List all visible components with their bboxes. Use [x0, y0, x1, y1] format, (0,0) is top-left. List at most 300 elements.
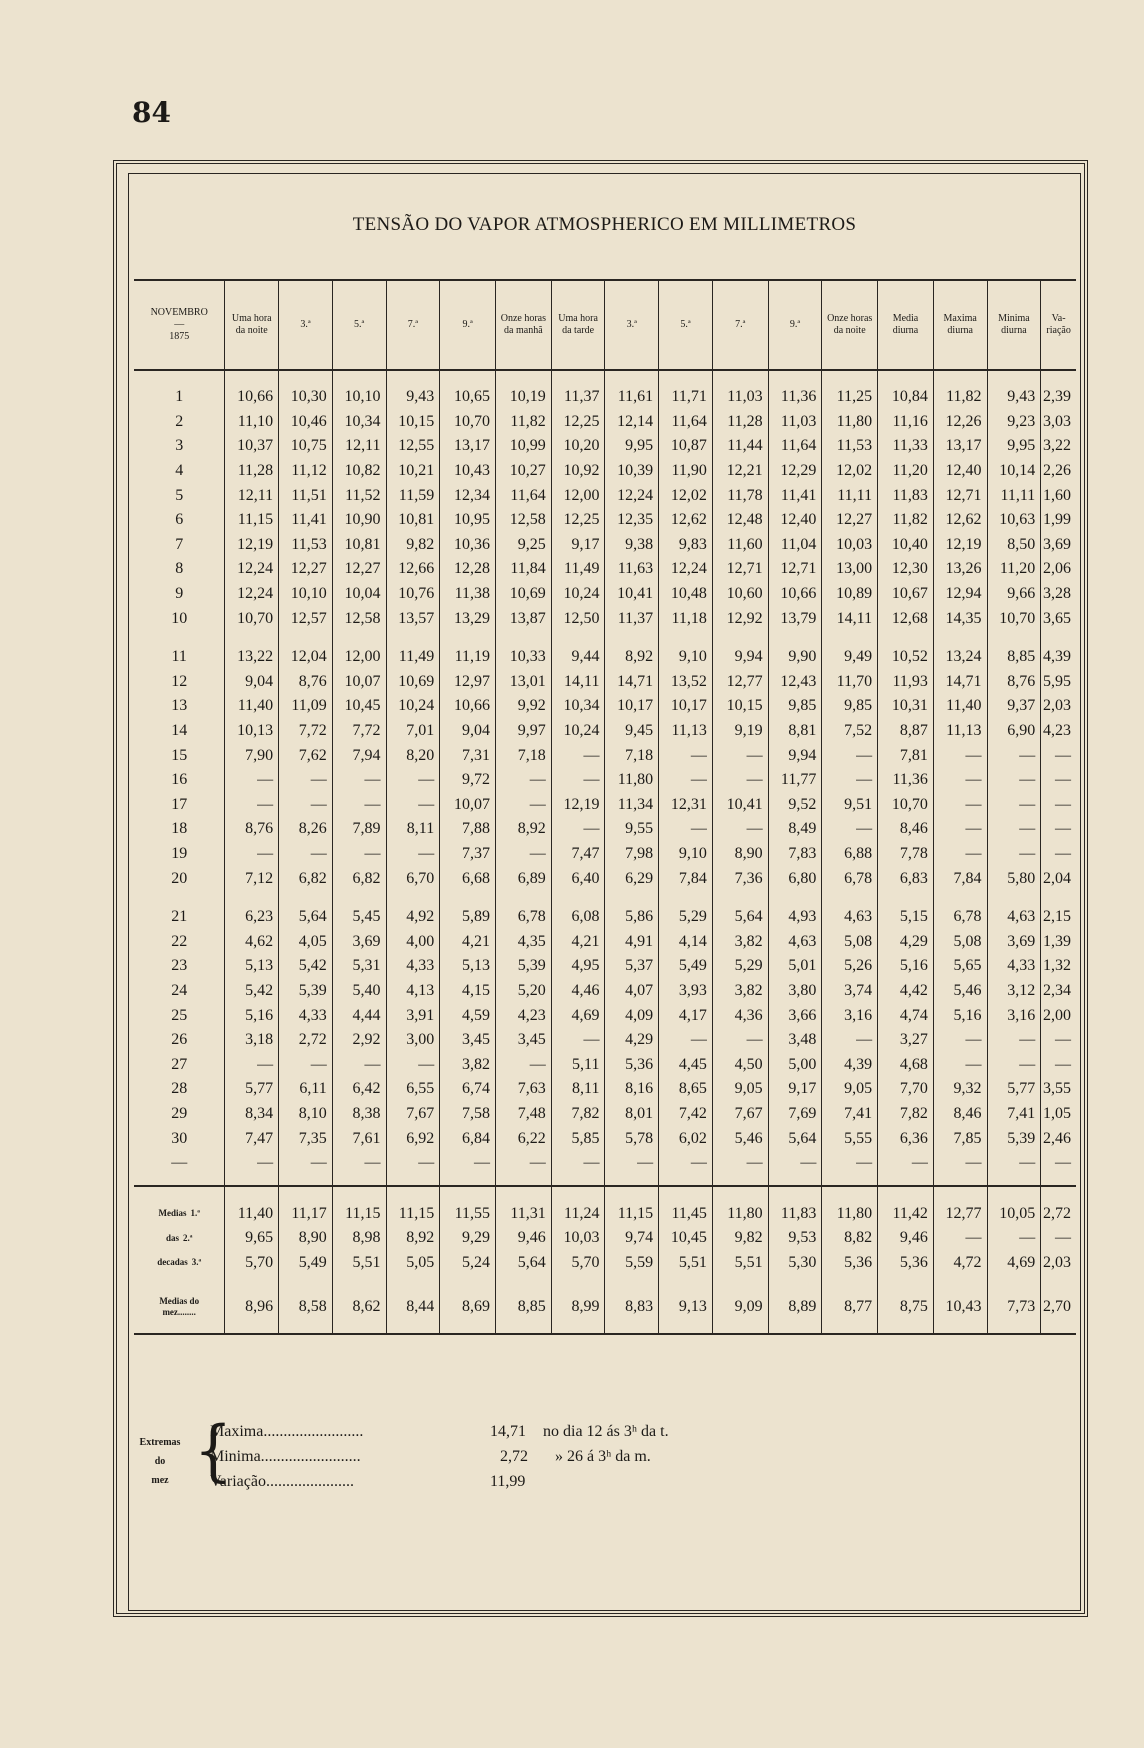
value-cell: 3,00 [386, 1028, 440, 1053]
value-cell: — [551, 743, 605, 768]
value-cell: 9,74 [605, 1226, 659, 1251]
column-header: Uma hora da tarde [551, 280, 605, 370]
value-cell: 10,70 [440, 410, 496, 435]
value-cell: 9,46 [878, 1226, 934, 1251]
value-cell: 6,82 [332, 866, 386, 891]
value-cell: 7,48 [495, 1102, 551, 1127]
page-number: 84 [132, 96, 171, 129]
value-cell: — [987, 793, 1041, 818]
spacer-cell [440, 1325, 496, 1334]
value-cell: 8,16 [605, 1077, 659, 1102]
value-cell: 8,69 [440, 1289, 496, 1325]
value-cell: 6,36 [878, 1126, 934, 1151]
value-cell: 11,20 [878, 459, 934, 484]
value-cell: 11,51 [279, 483, 333, 508]
value-cell: 5,80 [987, 866, 1041, 891]
table-row [134, 743, 1076, 768]
spacer-cell [878, 891, 934, 905]
column-header: Minima diurna [987, 280, 1041, 370]
value-cell: 6,11 [279, 1077, 333, 1102]
value-cell: 4,15 [440, 979, 496, 1004]
value-cell: — [659, 768, 713, 793]
day-cell: 28 [171, 1080, 188, 1098]
spacer-cell [551, 631, 605, 645]
value-cell: 11,52 [332, 483, 386, 508]
spacer-cell [279, 631, 333, 645]
spacer-cell [1041, 891, 1076, 905]
day-cell: 6 [175, 511, 184, 529]
value-cell: 11,49 [386, 645, 440, 670]
spacer-cell [279, 1325, 333, 1334]
value-cell: 7,35 [279, 1126, 333, 1151]
value-cell: — [1041, 842, 1076, 867]
value-cell: 12,26 [933, 410, 987, 435]
value-cell: 6,83 [878, 866, 934, 891]
spacer-cell [495, 891, 551, 905]
value-cell: 1,32 [1041, 954, 1076, 979]
value-cell: 5,89 [440, 905, 496, 930]
value-cell: 10,81 [386, 508, 440, 533]
day-cell: 1 [175, 388, 184, 406]
value-cell: — [987, 817, 1041, 842]
value-cell: 11,25 [822, 385, 878, 410]
value-cell: 2,39 [1041, 385, 1076, 410]
value-cell: 5,78 [605, 1126, 659, 1151]
value-cell: 5,37 [605, 954, 659, 979]
spacer-cell [134, 1275, 225, 1289]
value-cell: 6,22 [495, 1126, 551, 1151]
decade-index: 2.ª [182, 1232, 193, 1243]
spacer-cell [332, 631, 386, 645]
value-cell: 3,28 [1041, 582, 1076, 607]
value-cell: 8,87 [878, 719, 934, 744]
value-cell: 9,46 [495, 1226, 551, 1251]
spacer-cell [279, 1175, 333, 1186]
value-cell: 8,90 [279, 1226, 333, 1251]
value-cell: 9,13 [659, 1289, 713, 1325]
value-cell: 5,49 [659, 954, 713, 979]
value-cell: 5,13 [440, 954, 496, 979]
value-cell: 9,85 [822, 694, 878, 719]
value-cell: 10,15 [386, 410, 440, 435]
value-cell: — [987, 768, 1041, 793]
value-cell: 13,79 [768, 606, 822, 631]
value-cell: 11,17 [279, 1201, 333, 1226]
value-cell: — [933, 743, 987, 768]
spacer-cell [712, 1186, 768, 1201]
value-cell: 7,83 [768, 842, 822, 867]
value-cell: 13,01 [495, 670, 551, 695]
medias-label-word: Medias [158, 1208, 187, 1219]
spacer-row [134, 1175, 1076, 1186]
value-cell: 8,26 [279, 817, 333, 842]
table-row [134, 385, 1076, 410]
value-cell: 10,48 [659, 582, 713, 607]
spacer-cell [225, 1275, 279, 1289]
value-cell: 5,05 [386, 1251, 440, 1276]
value-cell: 12,25 [551, 508, 605, 533]
spacer-cell [605, 891, 659, 905]
day-cell: 21 [171, 908, 188, 926]
spacer-cell [933, 1175, 987, 1186]
spacer-cell [332, 891, 386, 905]
value-cell: — [933, 793, 987, 818]
value-cell: 7,90 [225, 743, 279, 768]
spacer-cell [933, 891, 987, 905]
value-cell: 7,78 [878, 842, 934, 867]
value-cell: — [386, 1052, 440, 1077]
value-cell: 13,26 [933, 557, 987, 582]
value-cell: 11,80 [822, 410, 878, 435]
value-cell: 11,28 [225, 459, 279, 484]
spacer-cell [386, 1186, 440, 1201]
value-cell: 12,27 [279, 557, 333, 582]
day-cell: — [171, 1154, 188, 1172]
value-cell: 10,37 [225, 434, 279, 459]
value-cell: 9,82 [712, 1226, 768, 1251]
value-cell: 6,70 [386, 866, 440, 891]
extreme-note: no dia 12 ás 3ʰ da t. [543, 1423, 669, 1440]
spacer-cell [712, 891, 768, 905]
value-cell: 14,11 [551, 670, 605, 695]
value-cell: 11,82 [495, 410, 551, 435]
value-cell: — [822, 768, 878, 793]
value-cell: 9,82 [386, 533, 440, 558]
spacer-cell [134, 891, 225, 905]
spacer-cell [225, 631, 279, 645]
value-cell: 13,29 [440, 606, 496, 631]
value-cell: 10,66 [225, 385, 279, 410]
value-cell: 8,76 [225, 817, 279, 842]
value-cell: — [1041, 743, 1076, 768]
extreme-name: Variação...................... [210, 1473, 354, 1490]
value-cell: 8,20 [386, 743, 440, 768]
decade-index: 3.ª [191, 1257, 202, 1268]
value-cell: 5,64 [712, 905, 768, 930]
spacer-cell [878, 370, 934, 385]
spacer-cell [822, 631, 878, 645]
spacer-row [134, 1275, 1076, 1289]
value-cell: 11,15 [605, 1201, 659, 1226]
value-cell: — [768, 1151, 822, 1176]
value-cell: 12,24 [225, 582, 279, 607]
value-cell: 9,83 [659, 533, 713, 558]
spacer-cell [386, 370, 440, 385]
value-cell: 4,14 [659, 929, 713, 954]
value-cell: 12,31 [659, 793, 713, 818]
value-cell: 9,38 [605, 533, 659, 558]
value-cell: 7,41 [822, 1102, 878, 1127]
decade-index: 1.ª [190, 1208, 200, 1219]
spacer-cell [605, 1175, 659, 1186]
value-cell: 14,71 [605, 670, 659, 695]
day-cell: 10 [171, 609, 188, 627]
value-cell: 10,76 [386, 582, 440, 607]
value-cell: 10,36 [440, 533, 496, 558]
value-cell: — [225, 1151, 279, 1176]
value-cell: 12,57 [279, 606, 333, 631]
value-cell: 12,19 [933, 533, 987, 558]
value-cell: 7,12 [225, 866, 279, 891]
spacer-cell [768, 1325, 822, 1334]
table-row [134, 459, 1076, 484]
spacer-cell [440, 370, 496, 385]
spacer-cell [822, 1175, 878, 1186]
value-cell: 4,63 [822, 905, 878, 930]
value-cell: 7,82 [878, 1102, 934, 1127]
value-cell: 5,65 [933, 954, 987, 979]
day-cell: 8 [175, 560, 184, 578]
value-cell: 9,37 [987, 694, 1041, 719]
value-cell: — [279, 793, 333, 818]
value-cell: 7,82 [551, 1102, 605, 1127]
value-cell: 6,74 [440, 1077, 496, 1102]
value-cell: 12,00 [551, 483, 605, 508]
value-cell: 7,67 [386, 1102, 440, 1127]
value-cell: 7,81 [878, 743, 934, 768]
spacer-cell [386, 631, 440, 645]
spacer-cell [225, 370, 279, 385]
day-cell: 3 [175, 437, 184, 455]
value-cell: 5,26 [822, 954, 878, 979]
spacer-cell [551, 1275, 605, 1289]
spacer-cell [440, 1175, 496, 1186]
value-cell: 2,15 [1041, 905, 1076, 930]
value-cell: 11,41 [768, 483, 822, 508]
value-cell: 6,78 [933, 905, 987, 930]
value-cell: 5,29 [712, 954, 768, 979]
value-cell: 9,52 [768, 793, 822, 818]
value-cell: — [987, 743, 1041, 768]
value-cell: 7,72 [279, 719, 333, 744]
value-cell: 6,02 [659, 1126, 713, 1151]
value-cell: — [386, 842, 440, 867]
value-cell: 11,53 [822, 434, 878, 459]
value-cell: 9,66 [987, 582, 1041, 607]
value-cell: 11,41 [279, 508, 333, 533]
value-cell: 4,13 [386, 979, 440, 1004]
spacer-cell [279, 370, 333, 385]
value-cell: 7,94 [332, 743, 386, 768]
value-cell: 5,16 [878, 954, 934, 979]
value-cell: 12,00 [332, 645, 386, 670]
spacer-cell [987, 891, 1041, 905]
value-cell: 11,04 [768, 533, 822, 558]
value-cell: — [659, 1151, 713, 1176]
value-cell: 4,21 [551, 929, 605, 954]
table-row [134, 694, 1076, 719]
value-cell: 11,24 [551, 1201, 605, 1226]
spacer-cell [768, 1275, 822, 1289]
value-cell: 5,85 [551, 1126, 605, 1151]
value-cell: 12,25 [551, 410, 605, 435]
value-cell: 8,96 [225, 1289, 279, 1325]
value-cell: — [712, 817, 768, 842]
column-header: 7.ª [712, 280, 768, 370]
column-header: 5.ª [332, 280, 386, 370]
value-cell: 6,78 [822, 866, 878, 891]
value-cell: 10,63 [987, 508, 1041, 533]
column-header: 9.ª [440, 280, 496, 370]
value-cell: 12,77 [712, 670, 768, 695]
value-cell: 5,59 [605, 1251, 659, 1276]
value-cell: 6,82 [279, 866, 333, 891]
value-cell: — [495, 1151, 551, 1176]
value-cell: 12,77 [933, 1201, 987, 1226]
value-cell: 4,39 [822, 1052, 878, 1077]
value-cell: 9,43 [386, 385, 440, 410]
value-cell: 12,14 [605, 410, 659, 435]
value-cell: 11,09 [279, 694, 333, 719]
table-row [134, 606, 1076, 631]
value-cell: 3,45 [440, 1028, 496, 1053]
value-cell: 3,74 [822, 979, 878, 1004]
value-cell: — [386, 793, 440, 818]
table-row [134, 670, 1076, 695]
value-cell: 4,09 [605, 1003, 659, 1028]
table-row [134, 1028, 1076, 1053]
spacer-cell [878, 1186, 934, 1201]
value-cell: 4,63 [768, 929, 822, 954]
spacer-cell [1041, 370, 1076, 385]
day-cell: 16 [171, 771, 188, 789]
value-cell: 10,66 [440, 694, 496, 719]
value-cell: 7,36 [712, 866, 768, 891]
day-cell: 9 [175, 585, 184, 603]
value-cell: 9,44 [551, 645, 605, 670]
value-cell: 11,31 [495, 1201, 551, 1226]
table-row [134, 954, 1076, 979]
value-cell: 13,87 [495, 606, 551, 631]
value-cell: 8,76 [279, 670, 333, 695]
value-cell: 11,15 [225, 508, 279, 533]
value-cell: 3,55 [1041, 1077, 1076, 1102]
spacer-cell [933, 631, 987, 645]
value-cell: 4,35 [495, 929, 551, 954]
value-cell: 12,04 [279, 645, 333, 670]
spacer-cell [440, 891, 496, 905]
spacer-cell [822, 1275, 878, 1289]
value-cell: 2,06 [1041, 557, 1076, 582]
spacer-cell [987, 1186, 1041, 1201]
value-cell: 10,92 [551, 459, 605, 484]
table-row [134, 1126, 1076, 1151]
value-cell: 5,39 [279, 979, 333, 1004]
value-cell: 7,18 [495, 743, 551, 768]
value-cell: 8,77 [822, 1289, 878, 1325]
value-cell: 8,01 [605, 1102, 659, 1127]
value-cell: 5,46 [933, 979, 987, 1004]
value-cell: 3,22 [1041, 434, 1076, 459]
value-cell: 5,31 [332, 954, 386, 979]
extreme-value: 2,72 [500, 1448, 528, 1465]
value-cell: 12,19 [225, 533, 279, 558]
value-cell: 5,64 [279, 905, 333, 930]
spacer-cell [551, 1186, 605, 1201]
spacer-cell [495, 1275, 551, 1289]
value-cell: 12,34 [440, 483, 496, 508]
value-cell: — [712, 1028, 768, 1053]
value-cell: — [1041, 1151, 1076, 1176]
value-cell: 10,24 [386, 694, 440, 719]
value-cell: 10,69 [495, 582, 551, 607]
day-cell: 12 [171, 672, 188, 690]
value-cell: — [659, 1028, 713, 1053]
value-cell: 13,22 [225, 645, 279, 670]
value-cell: 11,37 [605, 606, 659, 631]
value-cell: 6,78 [495, 905, 551, 930]
value-cell: 9,23 [987, 410, 1041, 435]
value-cell: 10,34 [332, 410, 386, 435]
spacer-cell [551, 1325, 605, 1334]
value-cell: 9,25 [495, 533, 551, 558]
spacer-cell [332, 370, 386, 385]
value-cell: 10,45 [659, 1226, 713, 1251]
value-cell: 10,15 [712, 694, 768, 719]
spacer-cell [440, 631, 496, 645]
value-cell: 5,40 [332, 979, 386, 1004]
spacer-cell [712, 1325, 768, 1334]
value-cell: 9,94 [712, 645, 768, 670]
spacer-cell [279, 891, 333, 905]
value-cell: 13,00 [822, 557, 878, 582]
value-cell: 4,68 [878, 1052, 934, 1077]
value-cell: 4,50 [712, 1052, 768, 1077]
extremes-brace: { [194, 1412, 233, 1490]
value-cell: 8,58 [279, 1289, 333, 1325]
value-cell: 11,10 [225, 410, 279, 435]
table-row [134, 645, 1076, 670]
value-cell: 9,97 [495, 719, 551, 744]
value-cell: 10,41 [712, 793, 768, 818]
spacer-cell [659, 1275, 713, 1289]
value-cell: 11,20 [987, 557, 1041, 582]
extremes-label-line: Extremas [139, 1437, 181, 1448]
value-cell: 11,40 [225, 1201, 279, 1226]
spacer-cell [933, 1186, 987, 1201]
spacer-cell [332, 1175, 386, 1186]
value-cell: 5,95 [1041, 670, 1076, 695]
value-cell: — [659, 743, 713, 768]
value-cell: 2,26 [1041, 459, 1076, 484]
value-cell: 8,75 [878, 1289, 934, 1325]
table-row [134, 817, 1076, 842]
value-cell: 8,85 [495, 1289, 551, 1325]
value-cell: 7,47 [551, 842, 605, 867]
value-cell: 2,72 [1041, 1201, 1076, 1226]
value-cell: — [386, 1151, 440, 1176]
value-cell: 12,62 [933, 508, 987, 533]
value-cell: 10,82 [332, 459, 386, 484]
value-cell: 10,05 [987, 1201, 1041, 1226]
spacer-cell [987, 631, 1041, 645]
value-cell: 10,70 [987, 606, 1041, 631]
value-cell: 8,62 [332, 1289, 386, 1325]
value-cell: 9,85 [768, 694, 822, 719]
value-cell: 8,92 [386, 1226, 440, 1251]
value-cell: 5,70 [225, 1251, 279, 1276]
value-cell: 7,84 [933, 866, 987, 891]
extreme-name: Maxima......................... [210, 1423, 364, 1440]
spacer-cell [1041, 1325, 1076, 1334]
value-cell: 10,19 [495, 385, 551, 410]
value-cell: 11,80 [822, 1201, 878, 1226]
value-cell: 4,69 [551, 1003, 605, 1028]
value-cell: 5,51 [712, 1251, 768, 1276]
value-cell: 11,64 [768, 434, 822, 459]
value-cell: 11,59 [386, 483, 440, 508]
day-cell: 4 [175, 462, 184, 480]
